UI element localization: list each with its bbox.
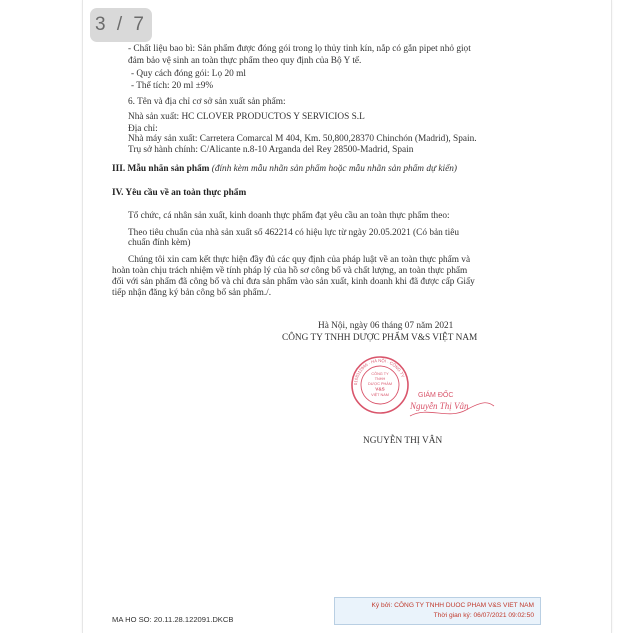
requirement-intro-line: Tổ chức, cá nhân sản xuất, kinh doanh thực phẩm đạt yêu cầu an toàn thực phẩm theo: (128, 211, 450, 221)
standard-line: Theo tiêu chuẩn của nhà sản xuất số 462214 có hiệu lực từ ngày 20.05.2021 (Có bản tiêu (128, 228, 460, 238)
director-signature: Nguyễn Thị Vân (410, 401, 469, 411)
seal-ring-text: 0108312946 · HÀ NỘI · CÔNG TY (352, 357, 406, 386)
file-code: MA HO SO: 20.11.28.122091.DKCB (112, 615, 234, 624)
head-office-line: Trụ sở hành chính: C/Alicante n.8-10 Arganda del Rey 28500-Madrid, Spain (128, 145, 414, 155)
commitment-line-1: Chúng tôi xin cam kết thực hiện đầy đủ các quy định của pháp luật về an toàn thực phẩm và (128, 255, 471, 265)
signature-flourish (408, 392, 498, 422)
seal-line-3: DƯỢC PHẨM (367, 382, 393, 386)
seal-line-1: CÔNG TY (371, 372, 389, 376)
page-indicator: 3 / 7 (90, 8, 152, 42)
packaging-material-line-2: đảm bảo vệ sinh an toàn thực phẩm theo quy định của Bộ Y tế. (128, 56, 362, 66)
section-3-note: (đính kèm mẫu nhãn sản phẩm hoặc mẫu nhãn sản phẩm dự kiến) (211, 164, 457, 174)
date-place-line: Hà Nội, ngày 06 tháng 07 năm 2021 (318, 321, 454, 331)
seal-line-4: V&S (375, 386, 385, 392)
commitment-line-3: đối với sản phẩm đã công bố và chỉ đưa sản phẩm vào sản xuất, kinh doanh khi đã được cấp Giấy (112, 277, 475, 287)
director-title: GIÁM ĐỐC (418, 392, 454, 399)
document-page (82, 0, 612, 633)
seal-line-2: TNHH (374, 377, 386, 381)
commitment-line-4: tiếp nhận đăng ký bản công bố sản phẩm./. (112, 288, 272, 298)
commitment-line-2: hoàn toàn chịu trách nhiệm về tính pháp lý của hồ sơ công bố và chất lượng, an toàn thực phẩm (112, 266, 468, 276)
signed-by: Ký bởi: CÔNG TY TNHH DUOC PHAM V&S VIET NAM (371, 602, 534, 609)
standard-line-2: chuẩn đính kèm) (128, 238, 191, 248)
signed-time: Thời gian ký: 06/07/2021 09:02:50 (433, 612, 534, 619)
factory-address-line: Nhà máy sản xuất: Carretera Comarcal M 404, Km. 50,800,28370 Chinchón (Madrid), Spain. (128, 134, 477, 144)
address-label: Địa chỉ: (128, 124, 158, 134)
volume-line: - Thể tích: 20 ml ±9% (131, 81, 214, 91)
company-name-line: CÔNG TY TNHH DƯỢC PHẨM V&S VIỆT NAM (282, 333, 478, 343)
director-signature-block (408, 392, 498, 422)
packaging-material-line: - Chất liệu bao bì: Sản phẩm được đóng gói trong lọ thủy tinh kín, nắp có gắn pipet nhỏ giọt (128, 44, 471, 54)
company-seal (350, 355, 410, 415)
manufacturer-line: Nhà sản xuất: HC CLOVER PRODUCTOS Y SERVICIOS S.L (128, 112, 365, 122)
section-3-title: III. Mẫu nhãn sản phẩm (112, 164, 210, 174)
section-6-heading: 6. Tên và địa chỉ cơ sở sản xuất sản phẩm: (128, 97, 286, 107)
signer-name: NGUYỄN THỊ VÂN (363, 436, 443, 446)
digital-signature-box (334, 597, 541, 625)
section-4-heading: IV. Yêu cầu về an toàn thực phẩm (112, 188, 247, 198)
section-3-heading (112, 164, 457, 175)
seal-line-5: VIỆT NAM (371, 393, 389, 397)
packing-spec-line: - Quy cách đóng gói: Lọ 20 ml (131, 69, 246, 79)
